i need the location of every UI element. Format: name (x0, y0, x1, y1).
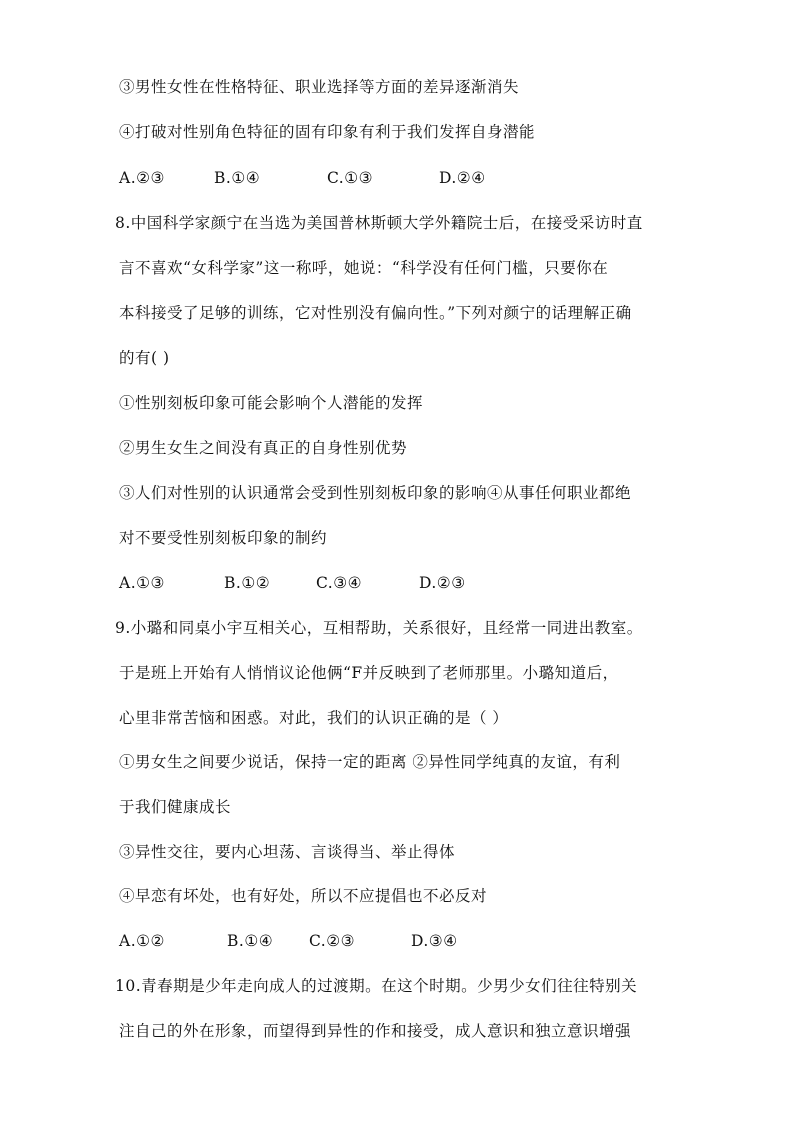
q8-statement-1: ①性别刻板印象可能会影响个人潜能的发挥 (119, 394, 424, 412)
q9-option-a: A.①② (119, 932, 165, 950)
q8-option-c: C.③④ (316, 574, 363, 592)
q9-stem-line-2: 于是班上开始有人悄悄议论他俩“F并反映到了老师那里。小璐知道后， (119, 664, 619, 682)
q7-option-b: B.①④ (214, 169, 261, 187)
q8-stem-line-4: 的有( ) (119, 349, 170, 367)
q8-statement-3: ③人们对性别的认识通常会受到性别刻板印象的影响④从事任何职业都绝 (119, 484, 632, 502)
q9-statement-2-cont: 于我们健康成长 (119, 798, 232, 816)
q7-statement-4: ④打破对性别角色特征的固有印象有利于我们发挥自身潜能 (119, 123, 536, 141)
q10-stem-line-1: 10.青春期是少年走向成人的过渡期。在这个时期。少男少女们往往特别关 (115, 977, 638, 995)
q9-statement-4: ④早恋有坏处，也有好处，所以不应提倡也不必反对 (119, 887, 488, 905)
q8-statement-3-cont: 对不要受性别刻板印象的制约 (119, 529, 328, 547)
q8-stem-line-3: 本科接受了足够的训练，它对性别没有偏向性。”下列对颜宁的话理解正确 (119, 304, 632, 322)
q9-statement-1: ①男女生之间要少说话，保持一定的距离 ②异性同学纯真的友谊，有利 (119, 753, 621, 771)
q8-option-a: A.①③ (119, 574, 165, 592)
q8-option-b: B.①② (224, 574, 271, 592)
q7-options (119, 168, 486, 188)
q7-statement-3: ③男性女性在性格特征、职业选择等方面的差异逐渐消失 (119, 78, 520, 96)
q8-statement-2: ②男生女生之间没有真正的自身性别优势 (119, 439, 408, 457)
q9-option-d: D.③④ (411, 932, 458, 950)
q7-option-d: D.②④ (439, 169, 486, 187)
q8-options (119, 573, 466, 593)
q9-option-b: B.①④ (227, 932, 274, 950)
q9-option-c: C.②③ (309, 932, 356, 950)
q8-stem-line-2: 言不喜欢“女科学家”这一称呼，她说：“科学没有任何门槛，只要你在 (119, 259, 609, 277)
q9-statement-3: ③异性交往，要内心坦荡、言谈得当、举止得体 (119, 843, 456, 861)
q8-stem-line-1: 8.中国科学家颜宁在当选为美国普林斯顿大学外籍院士后，在接受采访时直 (115, 214, 643, 232)
q9-options (119, 931, 458, 951)
q10-stem-line-2: 注自己的外在形象，而望得到异性的作和接受，成人意识和独立意识增强 (119, 1022, 632, 1040)
q8-option-d: D.②③ (419, 574, 466, 592)
q9-stem-line-1: 9.小璐和同桌小宇互相关心，互相帮助，关系很好，且经常一同进出教室。 (115, 619, 643, 637)
q7-option-a: A.②③ (119, 169, 165, 187)
q9-stem-line-3: 心里非常苦恼和困惑。对此，我们的认识正确的是（ ） (119, 709, 509, 727)
q7-option-c: C.①③ (327, 169, 374, 187)
